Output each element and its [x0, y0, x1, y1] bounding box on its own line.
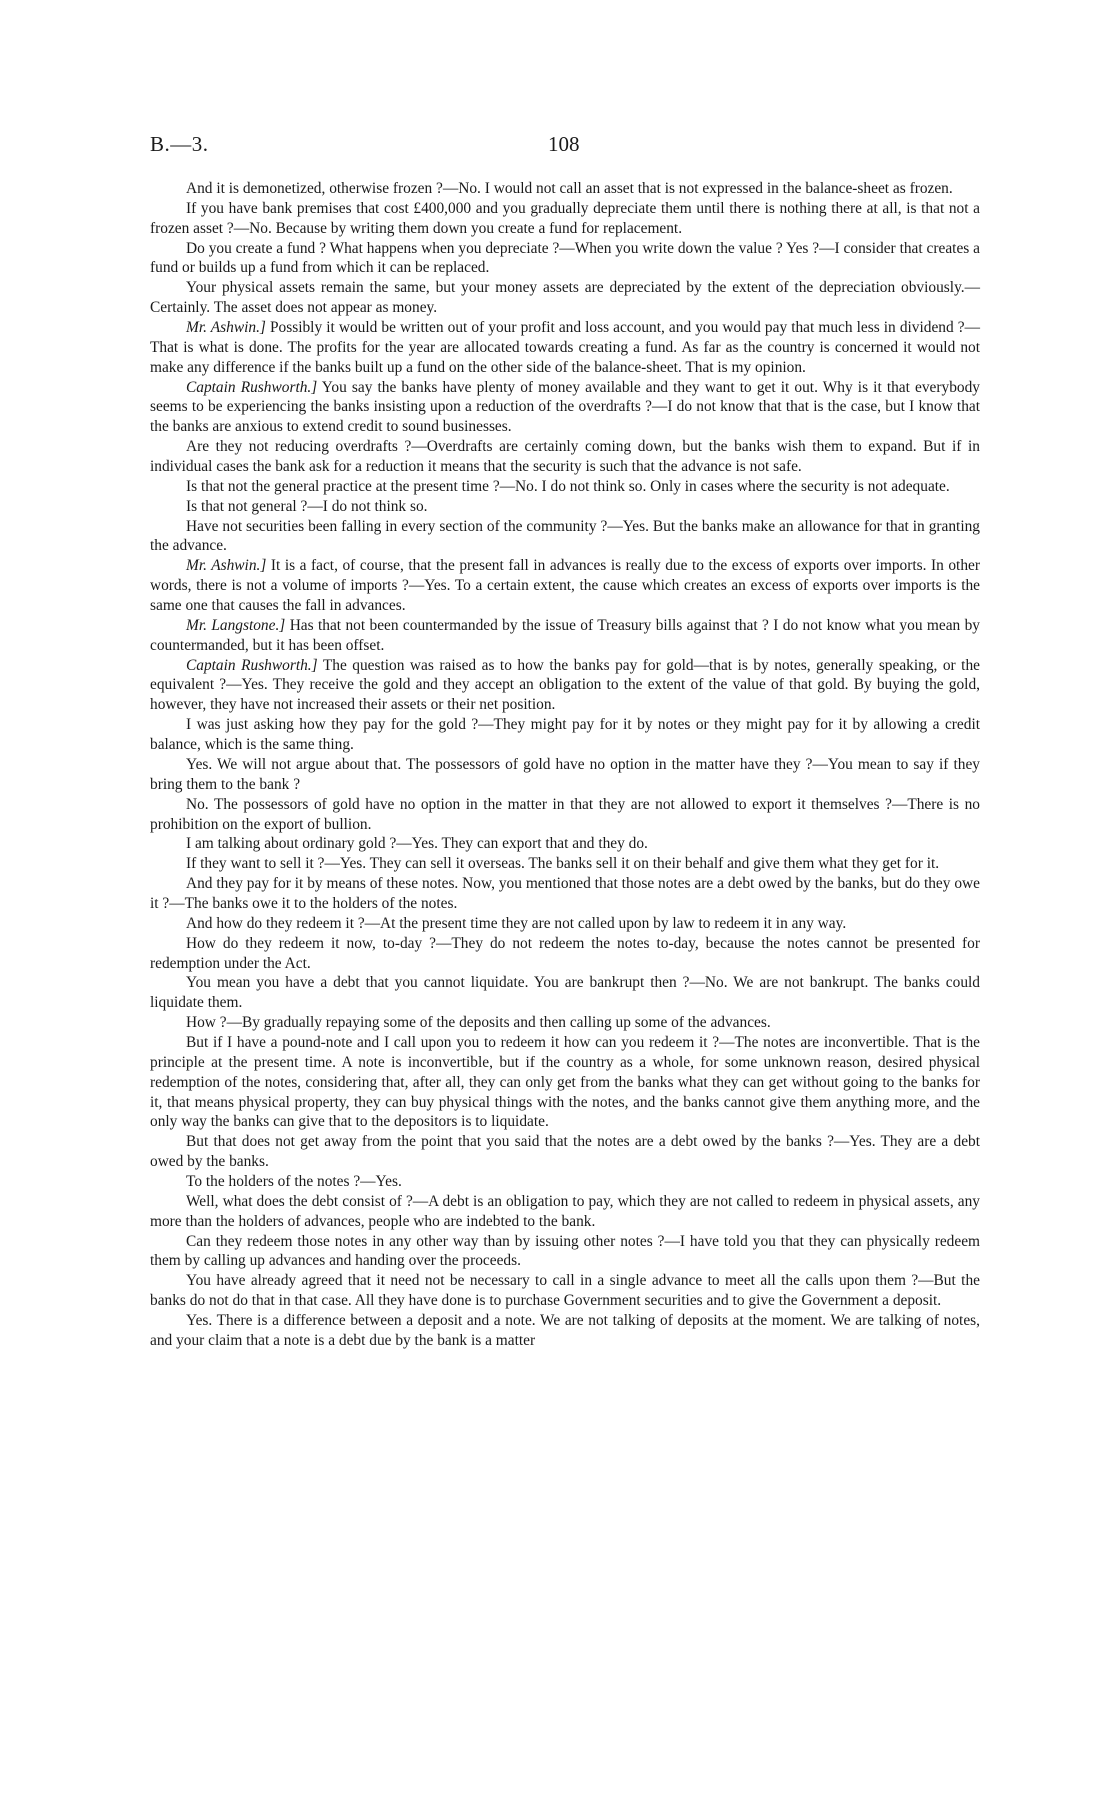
paragraph	[150, 199, 980, 239]
paragraph	[150, 755, 980, 795]
paragraph-text: And how do they redeem it ?—At the present time they are not called upon by law to redeem it in any way.	[186, 914, 847, 932]
paragraph	[150, 1013, 980, 1033]
speaker-label: Mr. Ashwin.]	[186, 319, 266, 337]
document-body	[150, 179, 980, 1351]
paragraph-text: But that does not get away from the point that you said that the notes are a debt owed by the banks ?—Yes. They are a debt owed by the banks.	[150, 1133, 980, 1171]
paragraph	[150, 1192, 980, 1232]
page-number: 108	[548, 132, 580, 156]
paragraph	[150, 378, 980, 438]
paragraph-text: The question was raised as to how the banks pay for gold—that is by notes, generally speaking, or the equivalent ?—Yes. They receive the gold and they accept an obligation to the extent of the value of that gold. By buying the gold, however, they have not increased their assets or their net position.	[150, 656, 980, 714]
paragraph	[150, 934, 980, 974]
paragraph-text: If they want to sell it ?—Yes. They can sell it overseas. The banks sell it on their behalf and give them what they get for it.	[186, 855, 940, 873]
paragraph	[150, 239, 980, 279]
paragraph-text: But if I have a pound-note and I call upon you to redeem it how can you redeem it ?—The notes are inconvertible. That is the principle at the present time. A note is inconvertible, but if the country as a whole, for some unknown reason, desired physical redemption of the notes, considering that, after all, they can only get from the banks what they can get without going to the banks for it, that means physical property, they can buy physical things with the notes, and the banks cannot give them anything more, and the only way the banks can give that to the depositors is to liquidate.	[150, 1033, 980, 1131]
paragraph-text: I was just asking how they pay for the gold ?—They might pay for it by notes or they might pay for it by allowing a credit balance, which is the same thing.	[150, 716, 980, 754]
paragraph-text: Is that not the general practice at the present time ?—No. I do not think so. Only in cases where the security is not adequate.	[186, 477, 950, 495]
paragraph-text: Are they not reducing overdrafts ?—Overdrafts are certainly coming down, but the banks wish them to expand. But if in individual cases the bank ask for a reduction it means that the security is such that the advance is not safe.	[150, 438, 980, 476]
paragraph	[150, 874, 980, 914]
paragraph	[150, 477, 980, 497]
paragraph-text: Has that not been countermanded by the issue of Treasury bills against that ? I do not know what you mean by countermanded, but it has been offset.	[150, 616, 980, 654]
speaker-label: Captain Rushworth.]	[186, 378, 318, 396]
paragraph	[150, 1132, 980, 1172]
paragraph	[150, 278, 980, 318]
paragraph-text: Your physical assets remain the same, but your money assets are depreciated by the extent of the depreciation obviously.—Certainly. The asset does not appear as money.	[150, 279, 980, 317]
paragraph-text: To the holders of the notes ?—Yes.	[186, 1172, 402, 1190]
paragraph-text: Well, what does the debt consist of ?—A debt is an obligation to pay, which they are not called to redeem in physical assets, any more than the holders of advances, people who are indebted to the bank.	[150, 1192, 980, 1230]
speaker-label: Captain Rushworth.]	[186, 656, 318, 674]
paragraph-text: Yes. There is a difference between a deposit and a note. We are not talking of deposits at the moment. We are talking of notes, and your claim that a note is a debt due by the bank is a matter	[150, 1311, 980, 1349]
paragraph	[150, 914, 980, 934]
paragraph-text: How do they redeem it now, to-day ?—They do not redeem the notes to-day, because the notes cannot be presented for redemption under the Act.	[150, 934, 980, 972]
paragraph	[150, 973, 980, 1013]
paragraph	[150, 1232, 980, 1272]
paragraph-text: Possibly it would be written out of your profit and loss account, and you would pay that much less in dividend ?—That is what is done. The profits for the year are allocated towards creating a fund. As far as the country is concerned it would not make any difference if the banks built up a fund on the other side of the balance-sheet. That is my opinion.	[150, 319, 980, 376]
paragraph	[150, 437, 980, 477]
paragraph-text: Have not securities been falling in every section of the community ?—Yes. But the banks make an allowance for that in granting the advance.	[150, 517, 980, 555]
paragraph-text: I am talking about ordinary gold ?—Yes. They can export that and they do.	[186, 835, 648, 853]
paragraph	[150, 318, 980, 378]
paragraph	[150, 854, 980, 874]
paragraph	[150, 556, 980, 616]
paragraph-text: And they pay for it by means of these notes. Now, you mentioned that those notes are a debt owed by the banks, but do they owe it ?—The banks owe it to the holders of the notes.	[150, 875, 980, 912]
paragraph-text: You say the banks have plenty of money available and they want to get it out. Why is it that everybody seems to be experiencing the banks insisting upon a reduction of the overdrafts ?—I do not know that that is the case, but I know that the banks are anxious to extend credit to sound businesses.	[150, 378, 980, 436]
paragraph	[150, 715, 980, 755]
paragraph-text: No. The possessors of gold have no option in the matter in that they are not allowed to export it themselves ?—There is no prohibition on the export of bullion.	[150, 795, 980, 833]
paragraph	[150, 616, 980, 656]
paragraph-text: Can they redeem those notes in any other way than by issuing other notes ?—I have told you that they can physically redeem them by calling up advances and handing over the proceeds.	[150, 1232, 980, 1270]
paragraph-text: Do you create a fund ? What happens when you depreciate ?—When you write down the value ? Yes ?—I consider that creates a fund or builds up a fund from which it can be replaced.	[150, 239, 980, 277]
paragraph-text: How ?—By gradually repaying some of the deposits and then calling up some of the advances.	[186, 1014, 771, 1032]
paragraph-text: Is that not general ?—I do not think so.	[186, 497, 428, 515]
paragraph-text: Yes. We will not argue about that. The possessors of gold have no option in the matter have they ?—You mean to say if they bring them to the bank ?	[150, 755, 980, 793]
paragraph	[150, 1172, 980, 1192]
paragraph-text: And it is demonetized, otherwise frozen ?—No. I would not call an asset that is not expressed in the balance-sheet as frozen.	[186, 180, 953, 197]
paragraph-text: If you have bank premises that cost £400,000 and you gradually depreciate them until there is nothing there at all, is that not a frozen asset ?—No. Because by writing them down you create a fund for replacement.	[150, 199, 980, 237]
paragraph	[150, 834, 980, 854]
paragraph	[150, 1033, 980, 1132]
paragraph	[150, 656, 980, 716]
paragraph	[150, 1311, 980, 1351]
paragraph-text: You have already agreed that it need not be necessary to call in a single advance to meet all the calls upon them ?—But the banks do not do that in that case. All they have done is to purchase Government securities and to give the Government a deposit.	[150, 1272, 980, 1310]
paragraph	[150, 517, 980, 557]
page-header-ref: B.—3.	[150, 132, 209, 156]
speaker-label: Mr. Langstone.]	[186, 616, 286, 634]
paragraph-text: You mean you have a debt that you cannot liquidate. You are bankrupt then ?—No. We are not bankrupt. The banks could liquidate them.	[150, 974, 980, 1012]
paragraph-text: It is a fact, of course, that the present fall in advances is really due to the excess of exports over imports. In other words, there is not a volume of imports ?—Yes. To a certain extent, the cause which creates an excess of exports over imports is the same one that causes the fall in advances.	[150, 557, 980, 615]
speaker-label: Mr. Ashwin.]	[186, 557, 267, 575]
paragraph	[150, 179, 980, 199]
paragraph	[150, 795, 980, 835]
paragraph	[150, 497, 980, 517]
paragraph	[150, 1271, 980, 1311]
